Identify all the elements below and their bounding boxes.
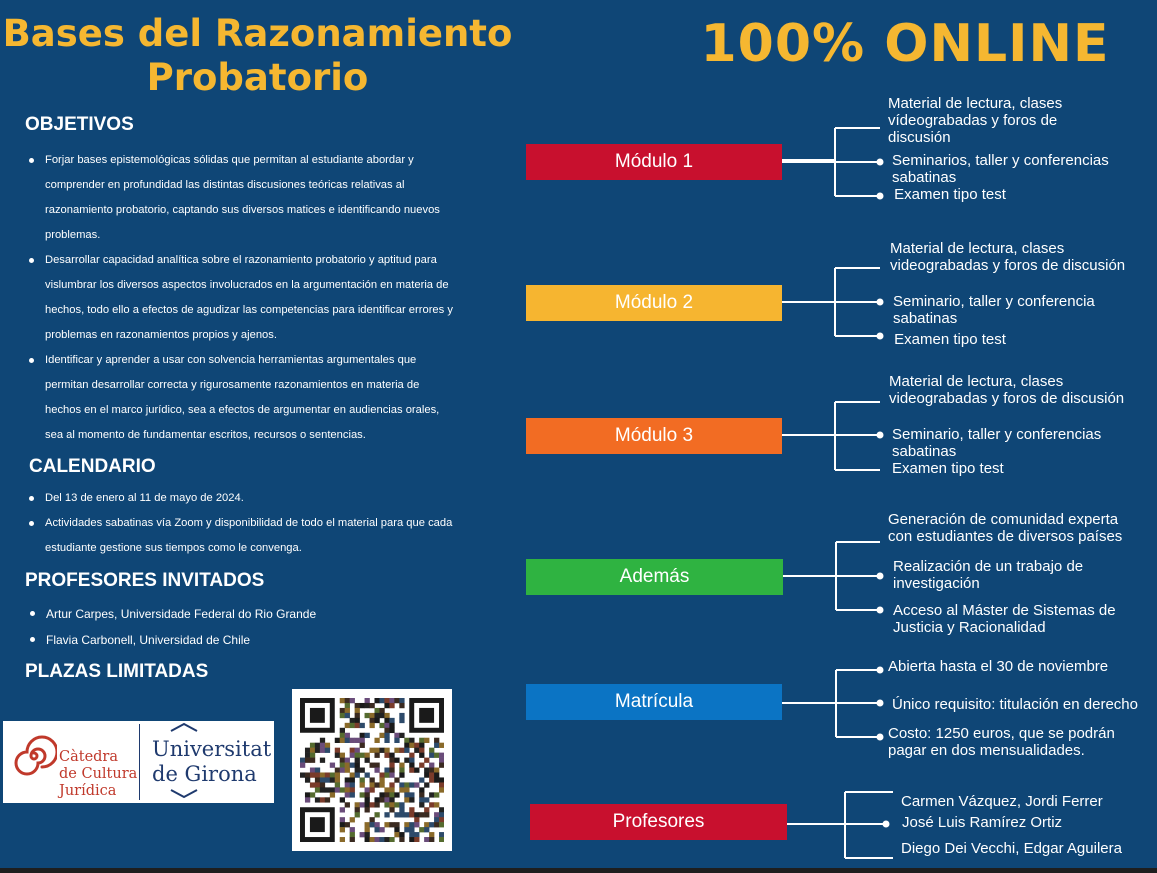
module-1-item: Seminarios, taller y conferencias sabatinas xyxy=(892,152,1109,186)
module-2-bar: Módulo 2 xyxy=(526,285,782,321)
matricula-bar: Matrícula xyxy=(526,684,782,720)
list-item: Desarrollar capacidad analítica sobre el razonamiento probatorio y aptitud para vislumbrar los diversos aspectos involucrados en la argumentación en materia de hechos, todo ello a efectos de agudizar las competencias para identificar errores y problemas en razonamientos propios y ajenos. xyxy=(24,248,454,348)
ademas-item: Generación de comunidad experta con estudiantes de diversos países xyxy=(888,511,1123,545)
module-3-bar: Módulo 3 xyxy=(526,418,782,454)
matricula-item: Abierta hasta el 30 de noviembre xyxy=(888,658,1109,675)
profesores-item: José Luis Ramírez Ortiz xyxy=(902,814,1063,831)
online-banner: 100% ONLINE xyxy=(700,14,1110,74)
list-item: Forjar bases epistemológicas sólidas que permitan al estudiante abordar y comprender en profundidad las distintas discusiones teóricas relativas al razonamiento probatorio, captando sus diversos matices e identificando nuevos problemas. xyxy=(24,148,454,248)
list-item: Del 13 de enero al 11 de mayo de 2024. xyxy=(24,486,454,511)
list-item: Artur Carpes, Universidade Federal do Rio Grande xyxy=(25,601,455,627)
profesores-item: Diego Dei Vecchi, Edgar Aguilera xyxy=(901,840,1122,857)
module-2-item: Examen tipo test xyxy=(890,331,1006,348)
matricula-item: Costo: 1250 euros, que se podrán pagar en dos mensualidades. xyxy=(888,725,1115,759)
module-3-item: Material de lectura, clases videograbadas y foros de discusión xyxy=(889,373,1125,407)
calendario-heading: CALENDARIO xyxy=(29,456,156,477)
ademas-item: Acceso al Máster de Sistemas de Justicia y Racionalidad xyxy=(893,602,1116,636)
module-3-item: Seminario, taller y conferencias sabatinas xyxy=(892,426,1102,460)
profesores-item: Carmen Vázquez, Jordi Ferrer xyxy=(901,793,1103,810)
matricula-item: Único requisito: titulación en derecho xyxy=(892,696,1138,713)
module-1-item: Material de lectura, clases vídeograbadas y foros de discusión xyxy=(888,95,1063,146)
list-item: Flavia Carbonell, Universidad de Chile xyxy=(25,627,455,653)
module-1-bar: Módulo 1 xyxy=(526,144,782,180)
catedra-logo-text: Càtedra de Cultura Jurídica xyxy=(59,749,138,799)
module-1-item: Examen tipo test xyxy=(890,186,1006,203)
ademas-bar: Además xyxy=(526,559,783,595)
universitat-logo-text: Universitat de Girona xyxy=(152,737,272,786)
objetivos-heading: OBJETIVOS xyxy=(25,114,134,135)
profesores-bar: Profesores xyxy=(530,804,787,840)
module-2-item: Material de lectura, clases videograbadas y foros de discusión xyxy=(890,240,1126,274)
main-title: Bases del Razonamiento Probatorio xyxy=(2,12,513,99)
bottom-strip xyxy=(0,868,1157,873)
profesores-invitados-heading: PROFESORES INVITADOS xyxy=(25,570,265,591)
list-item: Identificar y aprender a usar con solvencia herramientas argumentales que permitan desarrollar correcta y rigurosamente razonamientos en materia de hechos en el marco jurídico, sea a efectos de argumentar en audiencias orales, sea al momento de fundamentar escritos, recursos o sentencias. xyxy=(24,348,454,448)
ademas-item: Realización de un trabajo de investigación xyxy=(893,558,1084,592)
module-3-item: Examen tipo test xyxy=(892,460,1004,477)
list-item: Actividades sabatinas vía Zoom y disponibilidad de todo el material para que cada estudiante gestione sus tiempos como le convenga. xyxy=(24,511,454,561)
plazas-limitadas-text: PLAZAS LIMITADAS xyxy=(25,661,209,682)
module-2-item: Seminario, taller y conferencia sabatinas xyxy=(893,293,1095,327)
